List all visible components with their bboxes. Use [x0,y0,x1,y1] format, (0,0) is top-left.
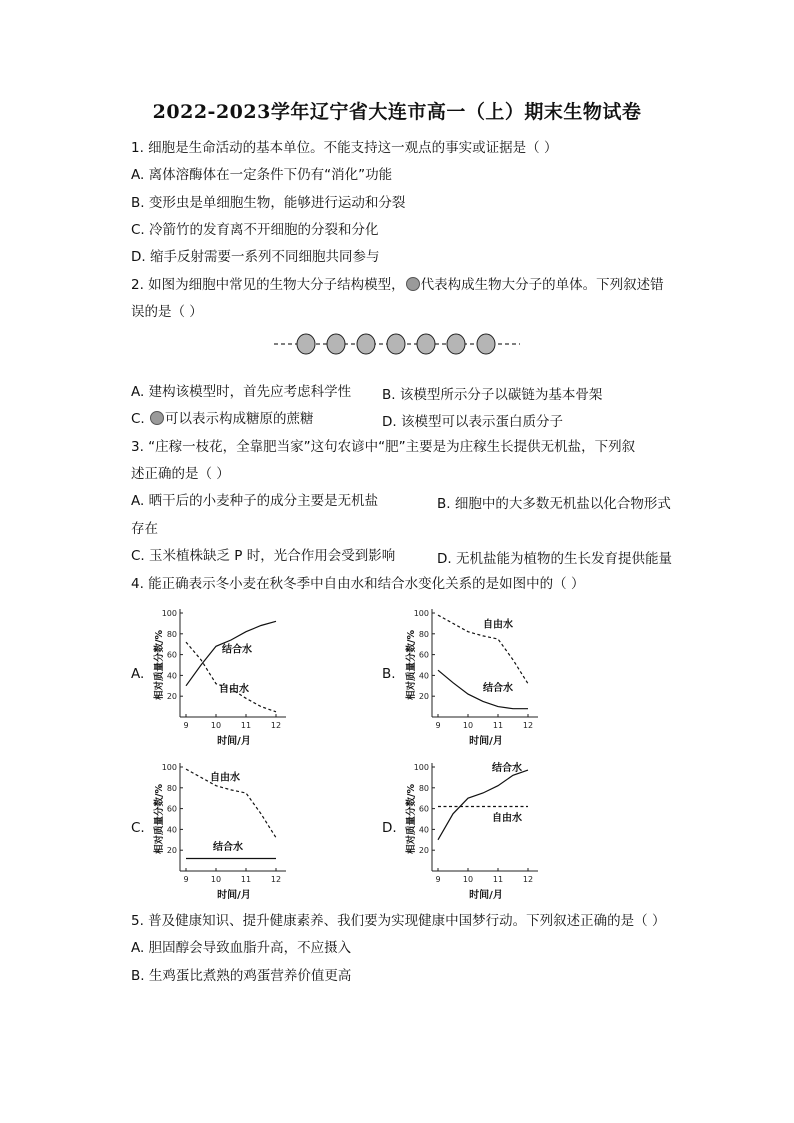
q3-option-b: B. 细胞中的大多数无机盐以化合物形式 [437,496,671,512]
series-label: 结合水 [213,842,243,854]
x-tick-label: 12 [270,721,282,730]
y-tick-label: 20 [166,846,177,856]
y-tick-label: 20 [418,846,429,856]
graph-c-label: C. [131,820,145,836]
q3-option-d: D. 无机盐能为植物的生长发育提供能量 [437,551,672,567]
series-label: 结合水 [483,683,513,694]
y-axis-label: 相对质量分数/% [406,784,417,854]
x-tick-label: 11 [492,875,504,884]
series-label: 结合水 [492,763,522,775]
x-tick-label: 12 [270,875,282,884]
q2-option-c-post: 可以表示构成糖原的蔗糖 [165,411,314,427]
monomer-dot-icon [406,277,420,291]
series-label: 自由水 [483,619,513,631]
y-tick-label: 100 [161,609,177,618]
series-label: 结合水 [222,644,252,656]
y-tick-label: 60 [418,804,429,814]
x-tick-label: 9 [183,721,189,730]
x-tick-label: 10 [462,875,474,884]
y-tick-label: 80 [418,783,429,793]
x-tick-label: 10 [210,721,222,730]
monomer-6 [447,334,465,354]
graph-a-label: A. [131,666,145,682]
monomer-dot-icon [150,411,164,425]
y-tick-label: 100 [413,763,429,772]
q4-stem: 4. 能正确表示冬小麦在秋冬季中自由水和结合水变化关系的是如图中的（ ） [131,576,585,592]
x-tick-label: 10 [210,875,222,884]
monomer-4 [387,334,405,354]
y-tick-label: 60 [418,650,429,660]
monomer-1 [297,334,315,354]
q3-option-b-line2: 存在 [131,521,158,537]
monomer-5 [417,334,435,354]
x-axis-label: 时间/月 [469,890,503,901]
graph-a [150,603,295,748]
q5-option-a: A. 胆固醇会导致血脂升高，不应摄入 [131,940,352,956]
y-tick-label: 80 [166,629,177,639]
q2-option-a: A. 建构该模型时，首先应考虑科学性 [131,384,352,400]
series-label: 自由水 [210,772,240,784]
graph-c [150,757,295,902]
q2-stem-line2: 误的是（ ） [131,304,203,320]
x-tick-label: 12 [522,875,534,884]
graph-d-label: D. [382,820,397,836]
q1-stem: 1. 细胞是生命活动的基本单位。不能支持这一观点的事实或证据是（ ） [131,140,558,156]
x-tick-label: 11 [240,721,252,730]
q3-stem: 3. “庄稼一枝花，全靠肥当家”这句农谚中“肥”主要是为庄稼生长提供无机盐，下列叙 [131,439,636,455]
y-tick-label: 80 [166,783,177,793]
page-title: 2022-2023学年辽宁省大连市高一（上）期末生物试卷 [152,101,642,123]
monomer-chain [297,334,495,354]
q3-stem-line2: 述正确的是（ ） [131,466,230,482]
x-axis-label: 时间/月 [217,736,251,747]
q2-stem-pre: 2. 如图为细胞中常见的生物大分子结构模型， [131,277,405,293]
y-tick-label: 40 [166,671,177,681]
y-tick-label: 60 [166,804,177,814]
y-tick-label: 40 [418,671,429,681]
x-tick-label: 9 [435,875,441,884]
y-tick-label: 60 [166,650,177,660]
x-axis-label: 时间/月 [217,890,251,901]
graph-d [402,757,547,902]
q2-stem [131,276,664,294]
graph-b-label: B. [382,666,396,682]
monomer-7 [477,334,495,354]
q2-option-d: D. 该模型可以表示蛋白质分子 [382,414,563,430]
y-tick-label: 20 [418,692,429,702]
series-label: 自由水 [219,684,249,696]
x-axis-label: 时间/月 [469,736,503,747]
q1-option-c: C. 冷箭竹的发育离不开细胞的分裂和分化 [131,222,379,238]
y-tick-label: 100 [413,609,429,618]
q1-option-d: D. 缩手反射需要一系列不同细胞共同参与 [131,249,380,265]
q1-option-b: B. 变形虫是单细胞生物，能够进行运动和分裂 [131,195,406,211]
monomer-2 [327,334,345,354]
y-tick-label: 40 [418,825,429,835]
macromolecule-model-diagram [272,330,522,358]
graph-b [402,603,547,748]
y-axis-label: 相对质量分数/% [154,630,165,700]
q2-option-c-pre: C. [131,411,150,427]
bound-water-line [438,770,528,840]
q3-option-c: C. 玉米植株缺乏 P 时，光合作用会受到影响 [131,548,396,564]
q2-stem-post: 代表构成生物大分子的单体。下列叙述错 [420,277,664,293]
q2-option-c [131,410,314,428]
q5-option-b: B. 生鸡蛋比煮熟的鸡蛋营养价值更高 [131,968,352,984]
y-tick-label: 20 [166,692,177,702]
y-tick-label: 40 [166,825,177,835]
x-tick-label: 10 [462,721,474,730]
x-tick-label: 9 [435,721,441,730]
q1-option-a: A. 离体溶酶体在一定条件下仍有“消化”功能 [131,167,393,183]
x-tick-label: 11 [492,721,504,730]
q2-option-b: B. 该模型所示分子以碳链为基本骨架 [382,387,603,403]
y-tick-label: 80 [418,629,429,639]
x-tick-label: 12 [522,721,534,730]
y-tick-label: 100 [161,763,177,772]
q3-option-a: A. 晒干后的小麦种子的成分主要是无机盐 [131,493,379,509]
x-tick-label: 9 [183,875,189,884]
y-axis-label: 相对质量分数/% [406,630,417,700]
x-tick-label: 11 [240,875,252,884]
y-axis-label: 相对质量分数/% [154,784,165,854]
monomer-3 [357,334,375,354]
series-label: 自由水 [492,813,522,825]
q5-stem: 5. 普及健康知识、提升健康素养、我们要为实现健康中国梦行动。下列叙述正确的是（ ） [131,913,666,929]
